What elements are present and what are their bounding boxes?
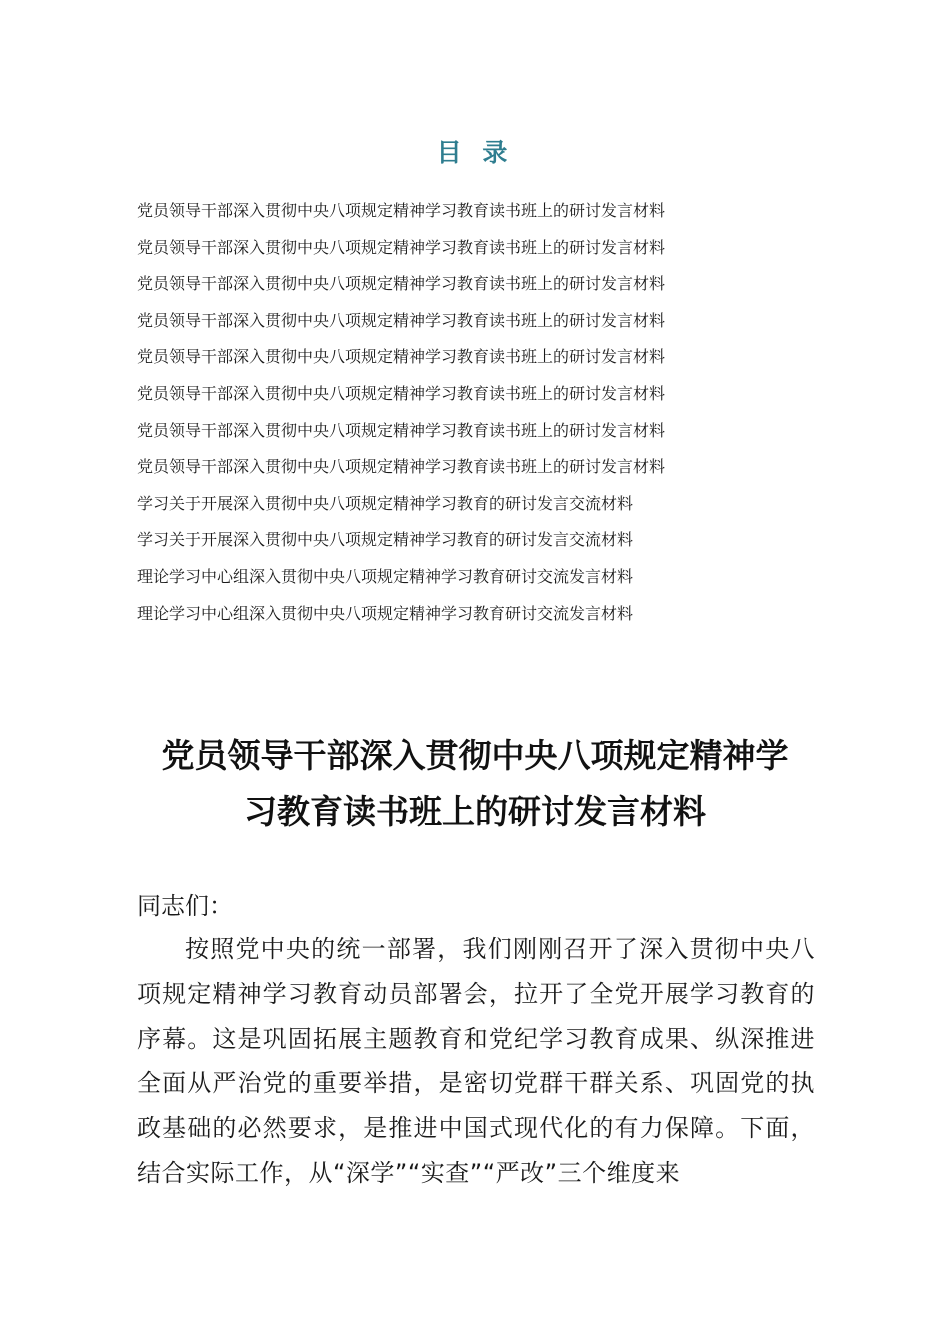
toc-item[interactable]: 学习关于开展深入贯彻中央八项规定精神学习教育的研讨发言交流材料: [137, 530, 634, 550]
toc-title: 目 录: [436, 138, 514, 167]
salutation: 同志们：: [137, 892, 233, 920]
document-title-line: 党员领导干部深入贯彻中央八项规定精神学: [161, 736, 789, 775]
toc-item[interactable]: 党员领导干部深入贯彻中央八项规定精神学习教育读书班上的研讨发言材料: [137, 274, 666, 294]
toc-item[interactable]: 理论学习中心组深入贯彻中央八项规定精神学习教育研讨交流发言材料: [137, 566, 634, 586]
toc-item[interactable]: 党员领导干部深入贯彻中央八项规定精神学习教育读书班上的研讨发言材料: [137, 237, 666, 257]
document-title: [125, 728, 825, 840]
toc-item[interactable]: 党员领导干部深入贯彻中央八项规定精神学习教育读书班上的研讨发言材料: [137, 347, 666, 367]
toc-item[interactable]: 党员领导干部深入贯彻中央八项规定精神学习教育读书班上的研讨发言材料: [137, 383, 666, 403]
toc-item[interactable]: 党员领导干部深入贯彻中央八项规定精神学习教育读书班上的研讨发言材料: [137, 457, 666, 477]
toc-item[interactable]: 党员领导干部深入贯彻中央八项规定精神学习教育读书班上的研讨发言材料: [137, 201, 666, 220]
document-title-line: 习教育读书班上的研讨发言材料: [244, 792, 706, 831]
toc-item[interactable]: 理论学习中心组深入贯彻中央八项规定精神学习教育研讨交流发言材料: [137, 603, 634, 623]
toc-item[interactable]: 党员领导干部深入贯彻中央八项规定精神学习教育读书班上的研讨发言材料: [137, 310, 666, 330]
toc-list: [137, 196, 837, 635]
toc-item[interactable]: 党员领导干部深入贯彻中央八项规定精神学习教育读书班上的研讨发言材料: [137, 420, 666, 440]
body-paragraph: 按照党中央的统一部署，我们刚刚召开了深入贯彻中央八项规定精神学习教育动员部署会，拉开了全党开展学习教育的序幕。这是巩固拓展主题教育和党纪学习教育成果、纵深推进全面从严治党的重要举措，是密切党群干群关系、巩固党的执政基础的必然要求，是推进中国式现代化的有力保障。下面，结合实际工作，从“深学”“实查”“严改”三个维度来: [137, 935, 815, 1187]
toc-item[interactable]: 学习关于开展深入贯彻中央八项规定精神学习教育的研讨发言交流材料: [137, 493, 634, 513]
